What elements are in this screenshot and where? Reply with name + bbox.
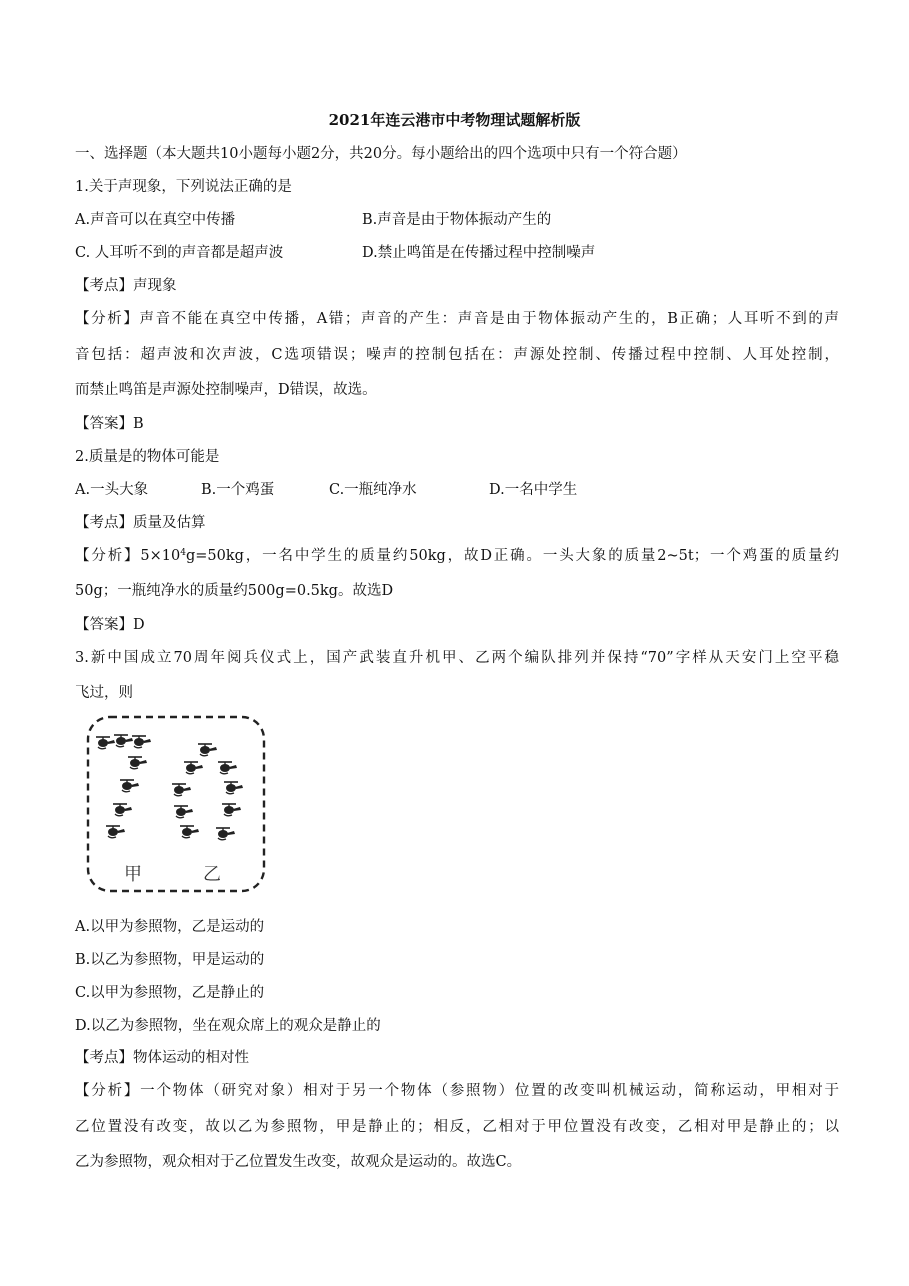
q1-answer: 【答案】B bbox=[75, 416, 144, 432]
q2-option-b: B.一个鸡蛋 bbox=[201, 482, 275, 498]
q3-option-b: B.以乙为参照物，甲是运动的 bbox=[75, 952, 265, 968]
q3-kaodian: 【考点】物体运动的相对性 bbox=[75, 1050, 249, 1066]
q3-stem-line-1: 3.新中国成立70周年阅兵仪式上，国产武装直升机甲、乙两个编队排列并保持“70”字样从天安门上空平稳 bbox=[75, 650, 839, 666]
q3-analysis-line-1: 【分析】一个物体（研究对象）相对于另一个物体（参照物）位置的改变叫机械运动，简称运动，甲相对于 bbox=[75, 1083, 839, 1099]
q2-option-d: D.一名中学生 bbox=[489, 482, 578, 498]
q3-analysis-line-3: 乙为参照物，观众相对于乙位置发生改变，故观众是运动的。故选C。 bbox=[75, 1154, 522, 1170]
q2-analysis-line-1 bbox=[75, 546, 839, 566]
helicopter-icon bbox=[128, 757, 147, 769]
q1-analysis-line-3: 而禁止鸣笛是声源处控制噪声，D错误，故选。 bbox=[75, 382, 377, 398]
q3-stem-line-2: 飞过，则 bbox=[75, 685, 133, 701]
helicopter-icon bbox=[224, 782, 243, 794]
document-title: 2021年连云港市中考物理试题解析版 bbox=[328, 111, 581, 129]
q2-option-c: C.一瓶纯净水 bbox=[329, 482, 417, 498]
formation-diagram bbox=[75, 708, 270, 900]
q1-kaodian: 【考点】声现象 bbox=[75, 278, 177, 294]
helicopter-formation-figure bbox=[75, 708, 270, 900]
helicopter-icon bbox=[96, 737, 115, 749]
q3-option-d: D.以乙为参照物，坐在观众席上的观众是静止的 bbox=[75, 1018, 381, 1034]
helicopter-icon bbox=[114, 735, 133, 747]
q1-stem: 1.关于声现象，下列说法正确的是 bbox=[75, 179, 292, 195]
helicopter-icon bbox=[198, 744, 217, 756]
q2-analysis-prefix: 【分析】5×10 bbox=[75, 548, 181, 564]
helicopter-icon bbox=[180, 826, 199, 838]
section-header: 一、选择题（本大题共10小题每小题2分，共20分。每小题给出的四个选项中只有一个符合题） bbox=[75, 146, 687, 162]
q3-option-a: A.以甲为参照物，乙是运动的 bbox=[75, 919, 265, 935]
q1-option-d: D.禁止鸣笛是在传播过程中控制噪声 bbox=[362, 245, 596, 261]
label-jia: 甲 bbox=[124, 864, 142, 885]
helicopter-icon bbox=[216, 828, 235, 840]
q2-option-a: A.一头大象 bbox=[75, 482, 149, 498]
helicopter-icon bbox=[172, 784, 191, 796]
q1-analysis-line-1: 【分析】声音不能在真空中传播，A错；声音的产生：声音是由于物体振动产生的，B正确；人耳听不到的声 bbox=[75, 311, 839, 327]
helicopter-icon bbox=[218, 762, 237, 774]
q1-option-c: C. 人耳听不到的声音都是超声波 bbox=[75, 245, 284, 261]
q2-analysis-rest: g=50kg，一名中学生的质量约50kg，故D正确。一头大象的质量2~5t；一个鸡蛋的质量约 bbox=[185, 548, 839, 564]
helicopter-icon bbox=[174, 806, 193, 818]
q1-analysis-line-2: 音包括：超声波和次声波，C选项错误；噪声的控制包括在：声源处控制、传播过程中控制、人耳处控制， bbox=[75, 347, 839, 363]
helicopter-icon bbox=[120, 780, 139, 792]
q1-option-b: B.声音是由于物体振动产生的 bbox=[362, 212, 552, 228]
helicopter-icon bbox=[113, 804, 132, 816]
helicopter-icon bbox=[106, 826, 125, 838]
helicopter-icon bbox=[222, 804, 241, 816]
q1-option-a: A.声音可以在真空中传播 bbox=[75, 212, 236, 228]
q2-analysis-exponent: 4 bbox=[180, 548, 186, 558]
q3-analysis-line-2: 乙位置没有改变，故以乙为参照物，甲是静止的；相反，乙相对于甲位置没有改变，乙相对甲是静止的；以 bbox=[75, 1119, 839, 1135]
helicopter-icon bbox=[132, 736, 151, 748]
helicopter-icons bbox=[96, 735, 243, 840]
q3-option-c: C.以甲为参照物，乙是静止的 bbox=[75, 985, 265, 1001]
helicopter-icon bbox=[184, 762, 203, 774]
label-yi: 乙 bbox=[203, 864, 221, 885]
q2-stem: 2.质量是的物体可能是 bbox=[75, 449, 220, 465]
q2-answer: 【答案】D bbox=[75, 617, 145, 633]
q2-kaodian: 【考点】质量及估算 bbox=[75, 515, 206, 531]
q2-analysis-line-2: 50g；一瓶纯净水的质量约500g=0.5kg。故选D bbox=[75, 583, 394, 599]
